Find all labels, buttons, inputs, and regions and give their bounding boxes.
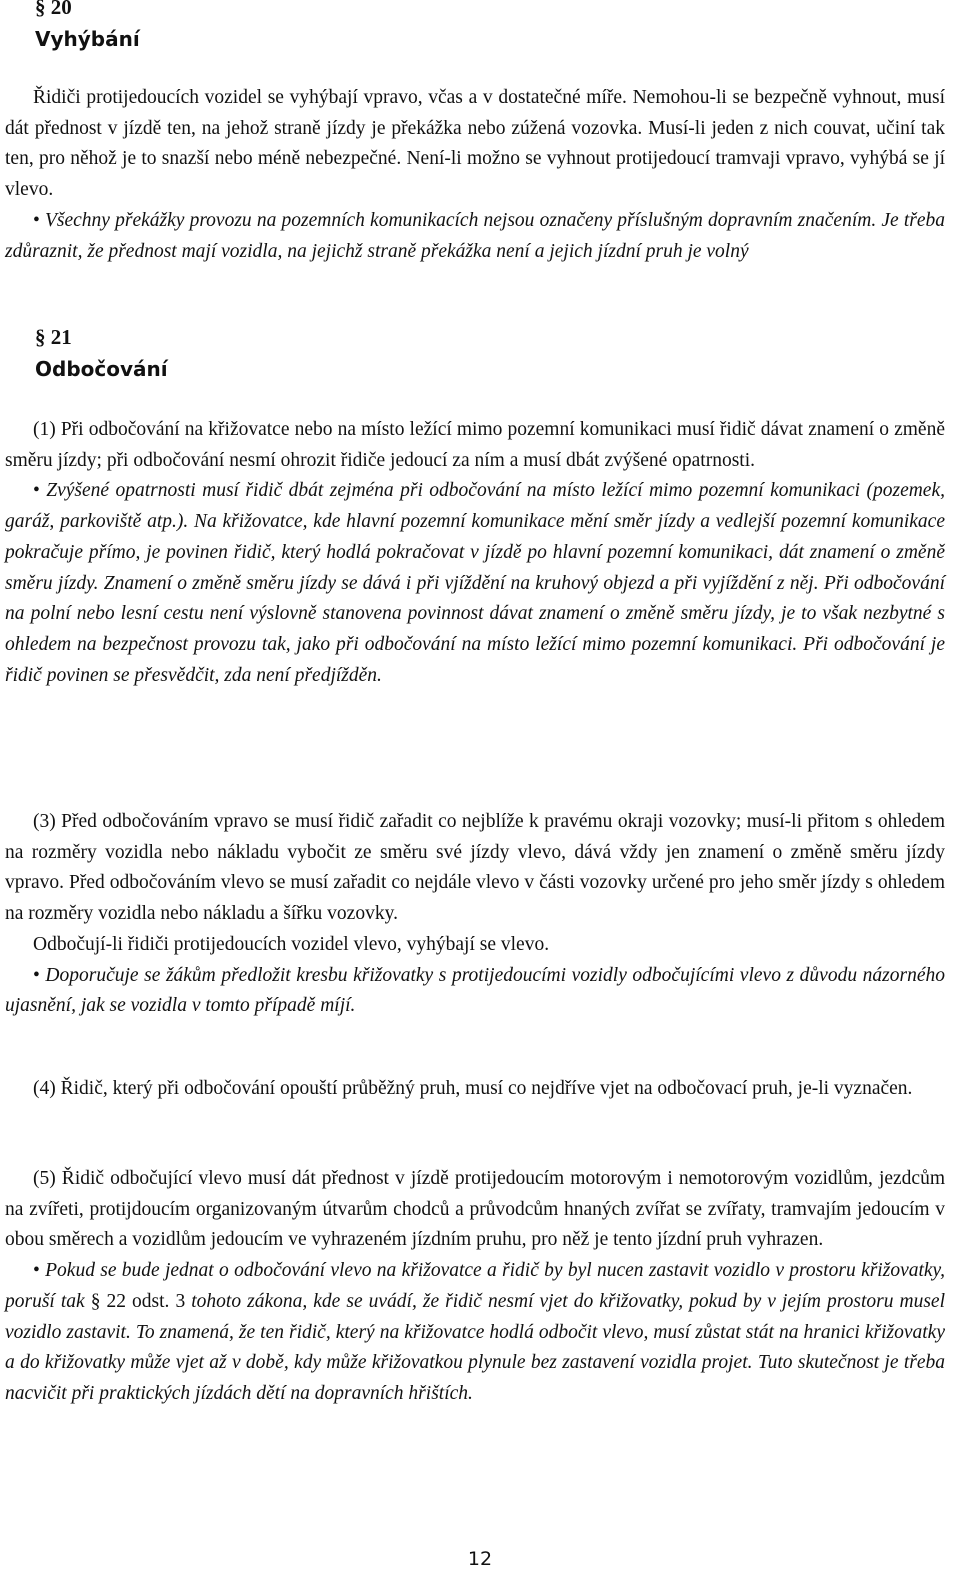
page-number: 12 <box>467 1548 493 1570</box>
paragraph: (5) Řidič odbočující vlevo musí dát přednost v jízdě protijedoucím motorovým i nemotorovým vozidlům, jezdcům na zvířeti, protijdoucím organizovaným útvarům chodců a průvodcům hnaných zvířat se zvířaty, tramvajím jedoucím v obou směrech a vozidlům jedoucím ve vyhrazeném jízdním pruhu, pro něž je tento jízdní pruh vyhrazen. <box>5 1168 945 1251</box>
section-21-subsection-4 <box>5 1074 945 1105</box>
section-number: § 20 <box>35 0 72 19</box>
section-20-body <box>5 83 945 267</box>
section-number: § 21 <box>35 325 72 349</box>
section-title: Vyhýbání <box>35 27 140 51</box>
note-text: Na křižovatce, kde hlavní pozemní komunikace mění směr jízdy a vedlejší pozemní komunikace pokračuje přímo, je povinen řidič, který hodlá pokračovat v jízdě po hlavní pozemní komunikaci, dát znamení o změně směru jízdy. Znamení o změně směru jízdy se dává i při vjíždění na kruhový objezd a při vyjíždění z něj. Při odbočování na polní nebo lesní cestu není výslovně stanovena povinnost dávat znamení o změně směru jízdy, je to však nezbytné s ohledem na bezpečnost provozu tak, jako při odbočování na místo ležící mimo pozemní komunikaci. Při odbočování je řidič povinen se přesvědčit, zda není předjížděn. <box>5 511 945 686</box>
section-21-subsection-3 <box>5 807 945 1022</box>
bullet-icon: • <box>33 964 40 986</box>
note-paragraph <box>5 476 945 691</box>
paragraph: Odbočují-li řidiči protijedoucích vozidel vlevo, vyhýbají se vlevo. <box>33 933 550 955</box>
bullet-icon: • <box>33 480 40 502</box>
paragraph: (3) Před odbočováním vpravo se musí řidič zařadit co nejblíže k pravému okraji vozovky; musí-li přitom s ohledem na rozměry vozidla nebo nákladu vybočit ze směru své jízdy vlevo, dává vždy jen znamení o změně směru jízdy vpravo. Před odbočováním vlevo se musí zařadit co nejdále vlevo v části vozovky určené pro jeho směr jízdy s ohledem na rozměry vozidla nebo nákladu a šířku vozovky. <box>5 811 945 925</box>
note-text: (pozemek, garáž, parkoviště atp.). <box>5 480 945 533</box>
note-reference: § 22 odst. 3 <box>90 1290 186 1312</box>
paragraph: Řidiči protijedoucích vozidel se vyhýbají vpravo, včas a v dostatečné míře. Nemohou-li se bezpečně vyhnout, musí dát přednost v jízdě ten, na jehož straně jízdy je překážka nebo zúžená vozovka. Musí-li jeden z nich couvat, učiní tak ten, pro něhož je to snazší nebo méně nebezpečné. Není-li možno se vyhnout protijedoucí tramvaji vpravo, vyhýbá se jí vlevo. <box>5 87 945 201</box>
bullet-icon: • <box>33 209 40 231</box>
note-paragraph <box>5 1256 945 1410</box>
paragraph: (1) Při odbočování na křižovatce nebo na místo ležící mimo pozemní komunikaci musí řidič dávat znamení o změně směru jízdy; při odbočování nesmí ohrozit řidiče jedoucí za ním a musí dbát zvýšené opatrnosti. <box>5 419 945 471</box>
bullet-icon: • <box>33 1260 40 1282</box>
note-text: Zvýšené opatrnosti musí řidič dbát zejména při odbočování na místo ležící mimo pozemní komunikaci <box>39 480 867 502</box>
section-21-subsection-5 <box>5 1164 945 1410</box>
section-title: Odbočování <box>35 357 168 381</box>
section-21-subsection-1 <box>5 415 945 691</box>
note-paragraph <box>5 961 945 1022</box>
note-paragraph <box>5 206 945 267</box>
note-text: Doporučuje se žákům předložit kresbu křižovatky s protijedoucími vozidly odbočujícími vlevo z důvodu názorného ujasnění, jak se vozidla v tomto případě míjí. <box>5 964 945 1017</box>
paragraph: (4) Řidič, který při odbočování opouští průběžný pruh, musí co nejdříve vjet na odbočovací pruh, je-li vyznačen. <box>33 1078 913 1099</box>
note-text: tohoto zákona, kde se uvádí, že řidič nesmí vjet do křižovatky, pokud by v jejím prostoru musel vozidlo zastavit. To znamená, že ten řidič, který na křižovatce hodlá odbočit vlevo, musí zůstat stát na hranici křižovatky a do křižovatky může vjet až v době, kdy může křižovatkou plynule bez zastavení vozidla projet. Tuto skutečnost je třeba nacvičit při praktických jízdách dětí na dopravních hřištích. <box>5 1290 945 1404</box>
note-text: Všechny překážky provozu na pozemních komunikacích nejsou označeny příslušným dopravním značením. Je třeba zdůraznit, že přednost mají vozidla, na jejichž straně překážka není a jejich jízdní pruh je volný <box>5 209 945 262</box>
note-text: Pokud se bude jednat o odbočování vlevo na křižovatce a řidič by byl nucen zastavit vozidlo v prostoru křižovatky, poruší tak <box>5 1260 945 1312</box>
